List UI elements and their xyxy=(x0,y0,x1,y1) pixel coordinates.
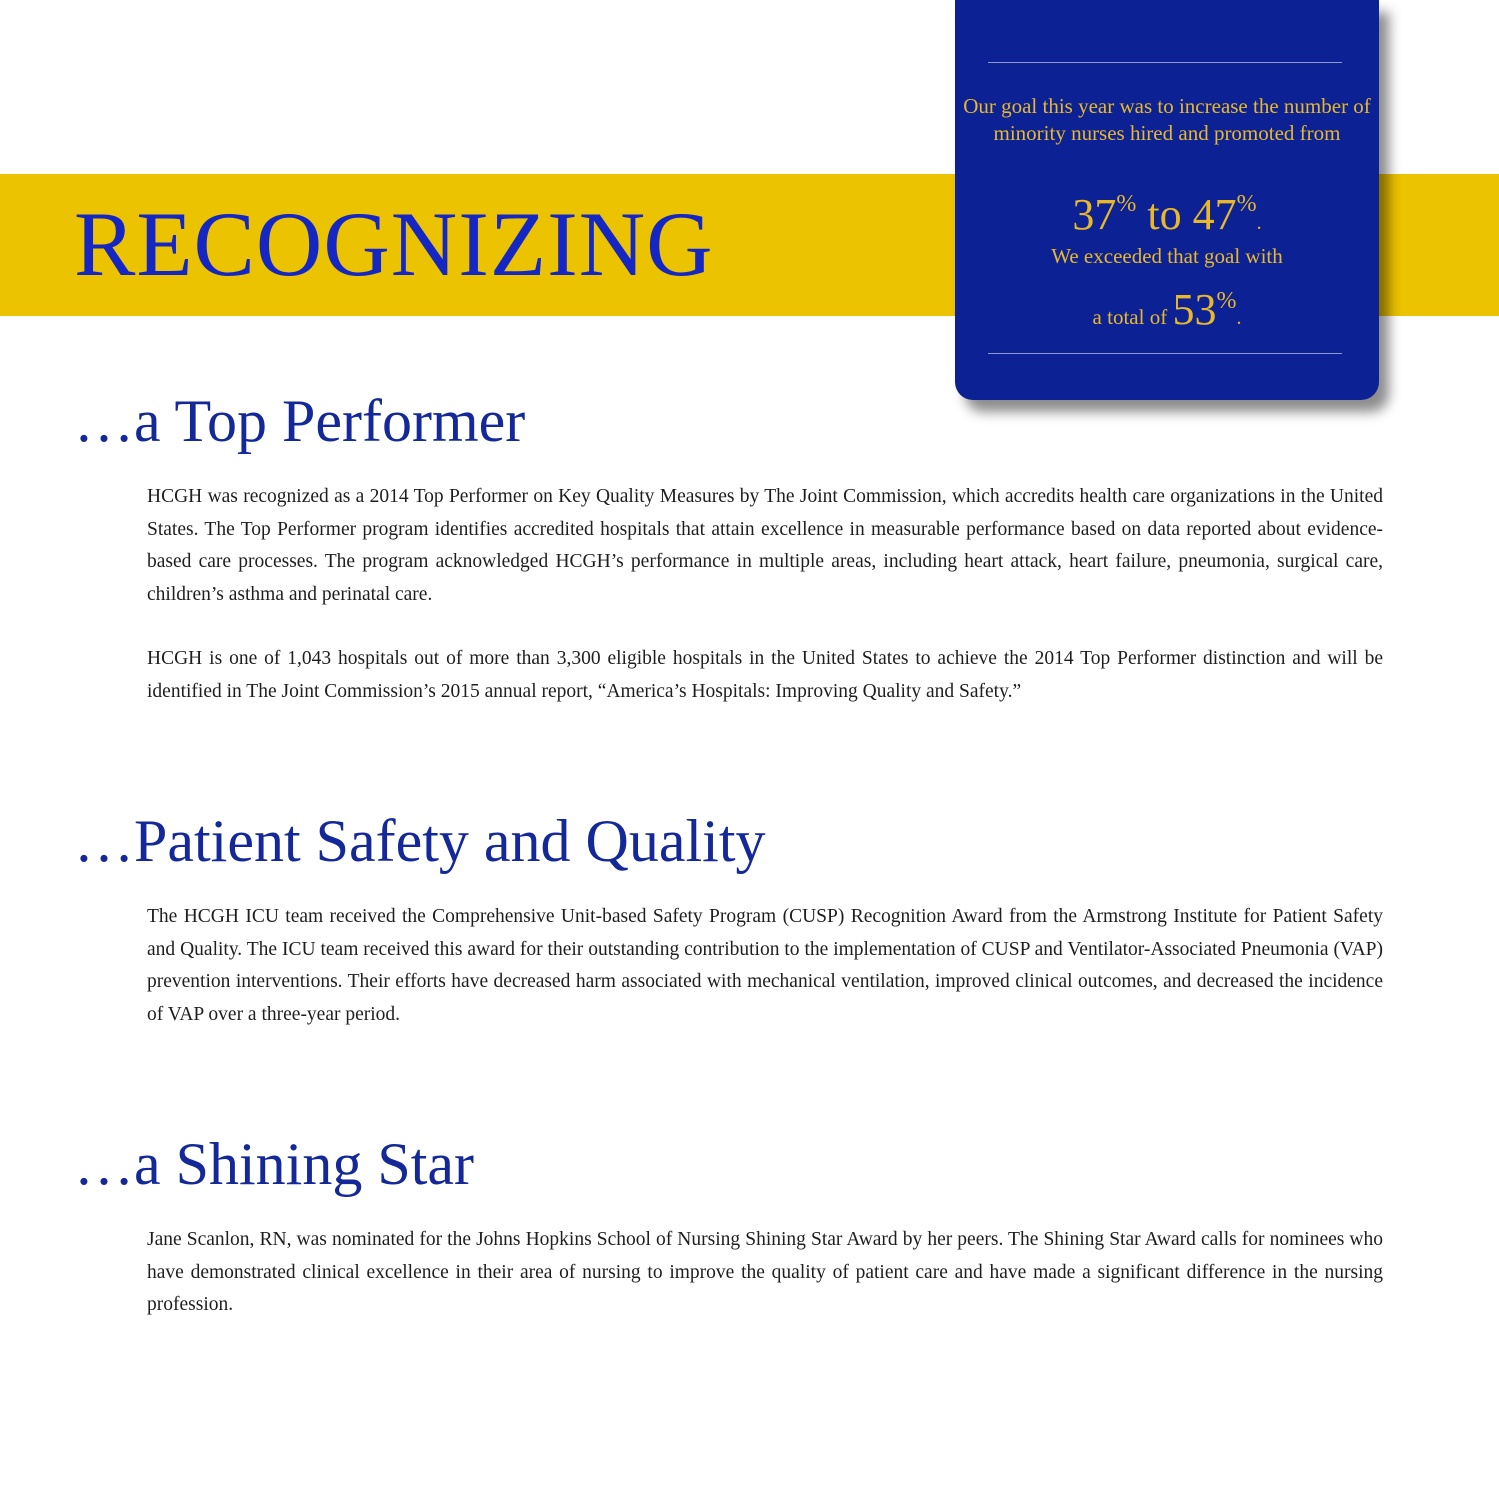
total-value: 53 xyxy=(1172,285,1217,334)
top-performer-paragraph-1: HCGH was recognized as a 2014 Top Performer on Key Quality Measures by The Joint Commission, which accredits health care organizations in the United States. The Top Performer program identifies accredited hospitals that attain excellence in measurable performance based on data reported about evidence-based care processes. The program acknowledged HCGH’s performance in multiple areas, including heart attack, heart failure, pneumonia, surgical care, children’s asthma and perinatal care. xyxy=(147,486,1383,605)
patient-safety-paragraph: The HCGH ICU team received the Comprehensive Unit-based Safety Program (CUSP) Recognition Award from the Armstrong Institute for Patient Safety and Quality. The ICU team received this award for their outstanding contribution to the implementation of CUSP and Ventilator-Associated Pneumonia (VAP) prevention interventions. Their efforts have decreased harm associated with mechanical ventilation, improved clinical outcomes, and decreased the incidence of VAP over a three-year period. xyxy=(147,906,1383,1025)
total-prefix: a total of xyxy=(1092,305,1168,329)
percent-sign: % xyxy=(1116,191,1137,217)
period: . xyxy=(1236,307,1242,329)
page-title: RECOGNIZING xyxy=(74,193,714,295)
percent-sign: % xyxy=(1236,191,1257,217)
callout-goal-range xyxy=(955,176,1379,251)
goal-to-value: 47 xyxy=(1192,190,1237,239)
callout-top-divider xyxy=(988,62,1342,63)
percent-sign: % xyxy=(1216,288,1237,314)
shining-star-paragraph: Jane Scanlon, RN, was nominated for the Johns Hopkins School of Nursing Shining Star Award by her peers. The Shining Star Award calls for nominees who have demonstrated clinical excellence in their area of nursing to improve the quality of patient care and have made a significant difference in the nursing profession. xyxy=(147,1229,1383,1315)
callout-exceeded-text: We exceeded that goal with xyxy=(1051,244,1283,268)
goal-callout-box xyxy=(955,0,1379,400)
section-heading-shining-star: …a Shining Star xyxy=(74,1131,474,1197)
goal-from-value: 37 xyxy=(1072,190,1117,239)
top-performer-paragraph-2: HCGH is one of 1,043 hospitals out of more than 3,300 eligible hospitals in the United States to achieve the 2014 Top Performer distinction and will be identified in The Joint Commission’s 2015 annual report, “America’s Hospitals: Improving Quality and Safety.” xyxy=(147,648,1383,702)
callout-total-line xyxy=(955,276,1379,343)
callout-intro-text: Our goal this year was to increase the number of minority nurses hired and promoted from xyxy=(963,94,1371,145)
callout-bottom-divider xyxy=(988,353,1342,354)
section-heading-patient-safety: …Patient Safety and Quality xyxy=(74,808,766,874)
period: . xyxy=(1256,212,1262,234)
section-heading-top-performer: …a Top Performer xyxy=(74,388,526,454)
goal-to-word: to xyxy=(1147,190,1182,239)
